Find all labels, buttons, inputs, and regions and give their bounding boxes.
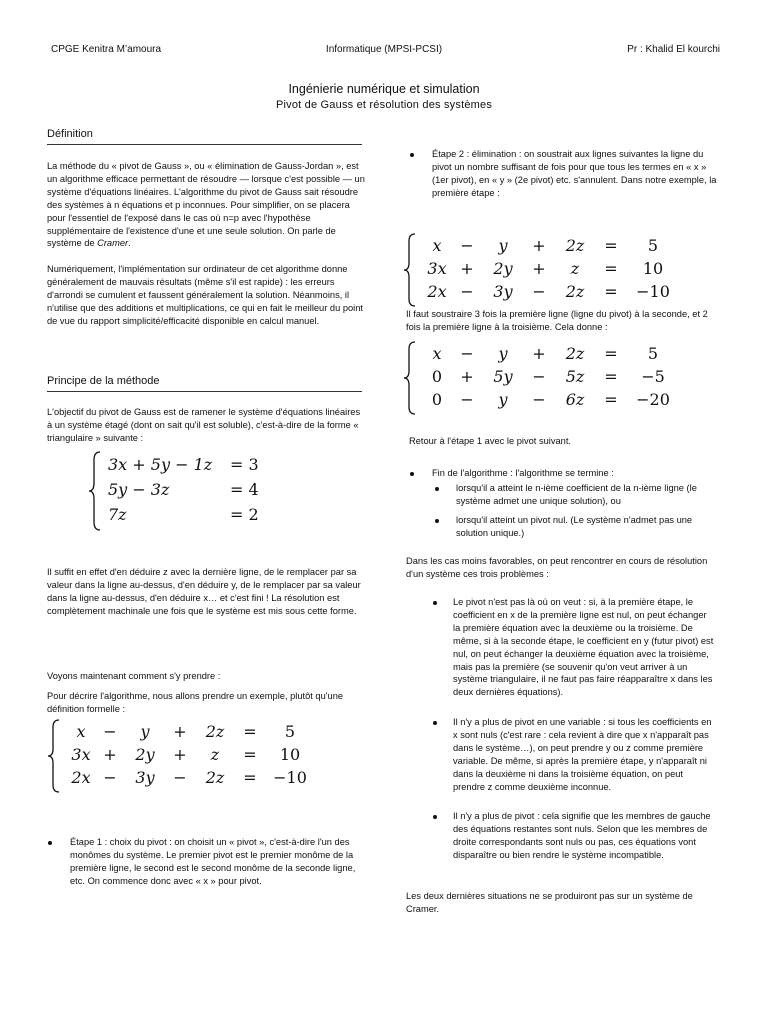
eq-term: 3x [71, 745, 91, 764]
problem-text: Il n'y a plus de pivot en une variable : si tous les coefficients en x sont nuls (c'est rare : cela revient à dire que x n'apparaît pas dans le système…), on peut prendre y ou z comme première variable. De même, si après la première étape, y n'apparaît ni dans la deuxième ni dans la troisième équation, on peut prendre z comme deuxième inconnue. [453, 717, 712, 792]
eq-term: 0 [431, 390, 443, 409]
equation-row [67, 743, 315, 766]
eq-equals: = [604, 367, 618, 386]
bullet-icon [433, 601, 437, 605]
eq-term: 2x [71, 768, 91, 787]
eq-op: − [532, 390, 546, 409]
bullet-icon [435, 487, 439, 491]
header-teacher: Pr : Khalid El kourchi [627, 44, 720, 55]
eq-equals: = [604, 390, 618, 409]
reduced-system [403, 340, 693, 418]
bullet-icon [48, 841, 52, 845]
eq-op: + [173, 745, 187, 764]
page-title: Ingénierie numérique et simulation [288, 82, 480, 96]
eq-term: y [140, 722, 150, 741]
tri-rhs: = 4 [230, 480, 259, 499]
eq-op: + [103, 745, 117, 764]
eq-term: y [498, 390, 508, 409]
eq-rhs: −10 [273, 768, 307, 787]
eq-equals: = [243, 768, 257, 787]
eq-rhs: 10 [279, 745, 301, 764]
pour-decrire-text: Pour décrire l'algorithme, nous allons prendre un exemple, plutôt qu'une définition formelle : [47, 691, 344, 714]
il-faut-text: Il faut soustraire 3 fois la première ligne (ligne du pivot) à la seconde, et 2 fois la première ligne à la troisième. Cela donne : [406, 309, 708, 332]
triangular-system [88, 450, 288, 532]
eq-term: 2y [493, 259, 513, 278]
left-brace-icon [88, 450, 102, 532]
bullet-icon [433, 815, 437, 819]
principe-intro: L'objectif du pivot de Gauss est de ramener le système d'équations linéaires à un système étagé (dont on sait qu'il est soluble), c'est-à-dire de la forme « triangulaire » suivante : [47, 407, 361, 443]
eq-term: y [498, 344, 508, 363]
problem-item [453, 716, 715, 793]
eq-op: − [103, 768, 117, 787]
eq-equals: = [604, 236, 618, 255]
equation-row [423, 365, 679, 388]
def-p1-text: La méthode du « pivot de Gauss », ou « élimination de Gauss-Jordan », est un algorithme efficace permettant de résoudre — lorsque c'est possible — un système d'équations linéaires. L'algorithme du pivot de Gauss sait résoudre des systèmes à n équations et p inconnues. Pour simplifier, on se placera pour l'essentiel de l'exposé dans le cas où n=p avec l'hypothèse supplémentaire de l'existence d'une et une seule solution. On parle de système de [47, 161, 365, 249]
eq-term: 3x [427, 259, 447, 278]
bullet-icon [410, 472, 414, 476]
header-school: CPGE Kenitra M’amoura [51, 44, 162, 55]
definition-paragraph-1 [47, 160, 365, 250]
eq-op: + [460, 367, 474, 386]
tri-rhs: = 2 [230, 505, 259, 524]
tri-lhs: 5y − 3z [108, 480, 170, 499]
eq-op: − [532, 367, 546, 386]
fin-subitem-text: lorsqu'il a atteint le n-ième coefficient de la n-ième ligne (le système admet une unique solution), ou [456, 483, 697, 506]
retour-text: Retour à l'étape 1 avec le pivot suivant. [409, 436, 571, 446]
triangular-row [108, 452, 259, 477]
eq-op: + [532, 236, 546, 255]
eq-term: x [432, 236, 442, 255]
eq-term: 0 [431, 367, 443, 386]
reduced-system-table [423, 342, 679, 411]
eq-op: − [460, 390, 474, 409]
equation-row [67, 766, 315, 789]
problem-text: Il n'y a plus de pivot : cela signifie que les membres de gauche des équations restantes sont nuls. Selon que les membres de droite correspondants sont nuls ou pas, ces équations vont disparaître ou bien rendre le système incompatible. [453, 811, 711, 860]
header-course: Informatique (MPSI-PCSI) [325, 44, 443, 55]
left-brace-icon [47, 718, 61, 794]
initial-system-right [403, 232, 693, 310]
eq-op: − [460, 282, 474, 301]
initial-system-table-right [423, 234, 679, 303]
def-p1-end: . [128, 238, 131, 249]
eq-equals: = [604, 282, 618, 301]
eq-op: + [532, 259, 546, 278]
eq-term: 2x [427, 282, 447, 301]
eq-rhs: −5 [641, 367, 665, 386]
principe-paragraph-2: Il suffit en effet d'en déduire z avec la dernière ligne, de le remplacer par sa valeur dans la ligne au-dessus, d'en déduire y, de le remplacer par sa valeur dans la ligne au-dessus, d'en déduire x… et c'est fini ! La résolution est complètement machinale une fois que le système est mis sous cette forme. [47, 567, 361, 616]
tri-lhs: 7z [108, 505, 127, 524]
definition-text [47, 160, 365, 328]
equation-row [423, 342, 679, 365]
eq-term: 2z [565, 236, 585, 255]
left-brace-icon [403, 340, 417, 416]
eq-term: z [210, 745, 220, 764]
equation-row [423, 257, 679, 280]
eq-term: z [570, 259, 580, 278]
eq-rhs: 5 [647, 236, 659, 255]
tri-rhs: = 3 [230, 455, 259, 474]
equation-row [423, 280, 679, 303]
eq-term: 5y [493, 367, 513, 386]
fin-subitem-text: lorsqu'il atteint un pivot nul. (Le système n'admet pas une solution unique.) [456, 515, 693, 538]
eq-op: + [532, 344, 546, 363]
dans-les-cas-text: Dans les cas moins favorables, on peut rencontrer en cours de résolution d'un système ces trois problèmes : [406, 556, 708, 579]
bullet-icon [410, 153, 414, 157]
initial-system-table [67, 720, 315, 789]
eq-term: 5z [565, 367, 585, 386]
eq-term: x [432, 344, 442, 363]
eq-op: − [460, 344, 474, 363]
eq-term: 2y [135, 745, 155, 764]
fin-subitem [456, 514, 718, 540]
eq-equals: = [243, 722, 257, 741]
left-brace-icon [403, 232, 417, 308]
eq-op: − [532, 282, 546, 301]
eq-op: − [103, 722, 117, 741]
etape1-item [70, 836, 362, 888]
etape2-text: Étape 2 : élimination : on soustrait aux lignes suivantes la ligne du pivot un nombre suffisant de fois pour que tous les termes en « x » (1er pivot), en « y » (2e pivot) etc. s'annulent. Dans notre exemple, la première étape : [432, 149, 717, 198]
equation-row [423, 234, 679, 257]
eq-term: 2z [205, 722, 225, 741]
initial-system-left [47, 718, 327, 796]
eq-op: − [173, 768, 187, 787]
problem-item [453, 596, 715, 699]
eq-rhs: 10 [642, 259, 664, 278]
problem-text: Le pivot n'est pas là où on veut : si, à la première étape, le coefficient en x de la première ligne est nul, on peut échanger la première équation avec la deuxième ou la troisième. De même, si à la seconde étape, le coefficient en y (futur pivot) est nul, on peut échanger la deuxième équation avec la troisième, mais pas la première (se souvenir qu'on veut arriver à un système triangulaire, il ne faut pas faire réapparaître x dans les deux dernières équations). [453, 597, 714, 698]
etape1-text: Étape 1 : choix du pivot : on choisit un « pivot », c'est-à-dire l'un des monômes du système. Le premier pivot est le premier monôme de la première ligne, le second est le second monôme de la seconde ligne, etc. On commence donc avec « x » pour pivot. [70, 837, 356, 886]
eq-term: 6z [565, 390, 585, 409]
eq-equals: = [243, 745, 257, 764]
definition-heading: Définition [47, 128, 362, 145]
eq-term: x [76, 722, 86, 741]
eq-term: 2z [565, 282, 585, 301]
eq-term: y [498, 236, 508, 255]
triangular-row [108, 477, 259, 502]
bullet-icon [435, 519, 439, 523]
equation-row [423, 388, 679, 411]
eq-rhs: 5 [284, 722, 296, 741]
eq-term: 2z [205, 768, 225, 787]
eq-op: + [460, 259, 474, 278]
eq-term: 2z [565, 344, 585, 363]
principe-heading: Principe de la méthode [47, 375, 362, 392]
eq-rhs: −10 [636, 282, 670, 301]
fin-subitem [456, 482, 718, 508]
conclusion-text: Les deux dernières situations ne se produiront pas sur un système de Cramer. [406, 891, 693, 914]
eq-term: 3y [493, 282, 513, 301]
eq-rhs: −20 [636, 390, 670, 409]
tri-lhs: 3x + 5y − 1z [108, 455, 213, 474]
page-subtitle: Pivot de Gauss et résolution des systèmes [275, 99, 493, 111]
eq-equals: = [604, 259, 618, 278]
eq-rhs: 5 [647, 344, 659, 363]
equation-row [67, 720, 315, 743]
fin-item [432, 467, 717, 480]
problem-item [453, 810, 715, 862]
etape2-item [432, 148, 717, 200]
eq-op: − [460, 236, 474, 255]
definition-paragraph-2: Numériquement, l'implémentation sur ordinateur de cet algorithme donne généralement de mauvais résultats (même s'il est rapide) : les erreurs d'arrondi se cumulent et faussent généralement la solution. Néanmoins, il n'utilise que des additions et multiplications, ce qui en fait le meilleur du point de vue du rapport simplicité/efficacité disponible en calcul manuel. [47, 264, 363, 326]
eq-equals: = [604, 344, 618, 363]
triangular-row [108, 502, 259, 527]
voyons-text: Voyons maintenant comment s'y prendre : [47, 671, 221, 681]
eq-op: + [173, 722, 187, 741]
eq-term: 3y [135, 768, 155, 787]
cramer-term: Cramer [97, 238, 129, 249]
triangular-table [108, 452, 259, 527]
fin-text: Fin de l'algorithme : l'algorithme se termine : [432, 468, 614, 478]
bullet-icon [433, 721, 437, 725]
